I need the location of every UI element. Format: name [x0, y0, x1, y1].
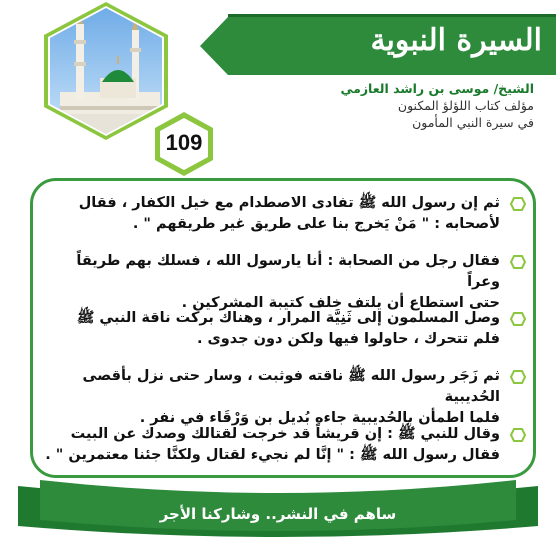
hexagon-bullet-icon: [510, 197, 526, 211]
paragraph-5: [40, 424, 500, 466]
hexagon-bullet-icon: [510, 370, 526, 384]
paragraph-line: فقال رسول الله ﷺ : " إنَّا لم نجيء لقتال ولكنَّا جئنا معتمرين " .: [45, 447, 500, 463]
hexagon-bullet-icon: [510, 255, 526, 269]
paragraph-line: فقال رجل من الصحابة : أنا يارسول الله ، فسلك بهم طريقاً وعراً: [76, 253, 500, 290]
book-line: مؤلف كتاب اللؤلؤ المكنون: [397, 98, 534, 113]
title-banner: [228, 14, 556, 75]
paragraph-2: [40, 251, 500, 314]
footer-slogan: ساهم في النشر.. وشاركنا الأجر: [159, 505, 397, 523]
paragraph-line: ثم إن رسول الله ﷺ تفادى الاصطدام مع خيل الكفار ، فقال: [78, 195, 500, 211]
hexagon-bullet-icon: [510, 428, 526, 442]
book-subtitle: في سيرة النبي المأمون: [412, 115, 534, 130]
paragraph-line: لأصحابه : " مَنْ يَخرج بنا على طريق غير طريقهم " .: [132, 216, 500, 232]
paragraph-line: حتى استطاع أن يلتف خلف كتيبة المشركين .: [181, 295, 500, 311]
paragraph-line: فلم تتحرك ، حاولوا فيها ولكن دون جدوى .: [196, 331, 500, 347]
author-line: الشيخ/ موسى بن راشد العازمي: [340, 81, 534, 96]
paragraph-line: وقال للنبي ﷺ : إن قريشاً قد خرجت لقتالك وصدك عن البيت: [70, 426, 500, 442]
paragraph-1: [40, 193, 500, 235]
paragraph-line: فلما اطمأن بالحُديبية جاءه بُديل بن وَرْقَاء في نفر .: [139, 410, 500, 426]
hexagon-bullet-icon: [510, 312, 526, 326]
paragraph-4: [40, 366, 500, 429]
paragraph-line: وصل المسلمون إلى ثَنِيَّة المرار ، وهناك بركت ناقة النبي ﷺ: [76, 310, 500, 326]
author-info: [284, 80, 534, 131]
page-title: السيرة النبوية: [370, 23, 542, 58]
paragraph-3: [40, 308, 500, 350]
episode-number: 109: [165, 130, 203, 155]
paragraph-line: ثم زَجَر رسول الله ﷺ ناقته فوثبت ، وسار حتى نزل بأقصى الحُديبية: [82, 368, 500, 405]
